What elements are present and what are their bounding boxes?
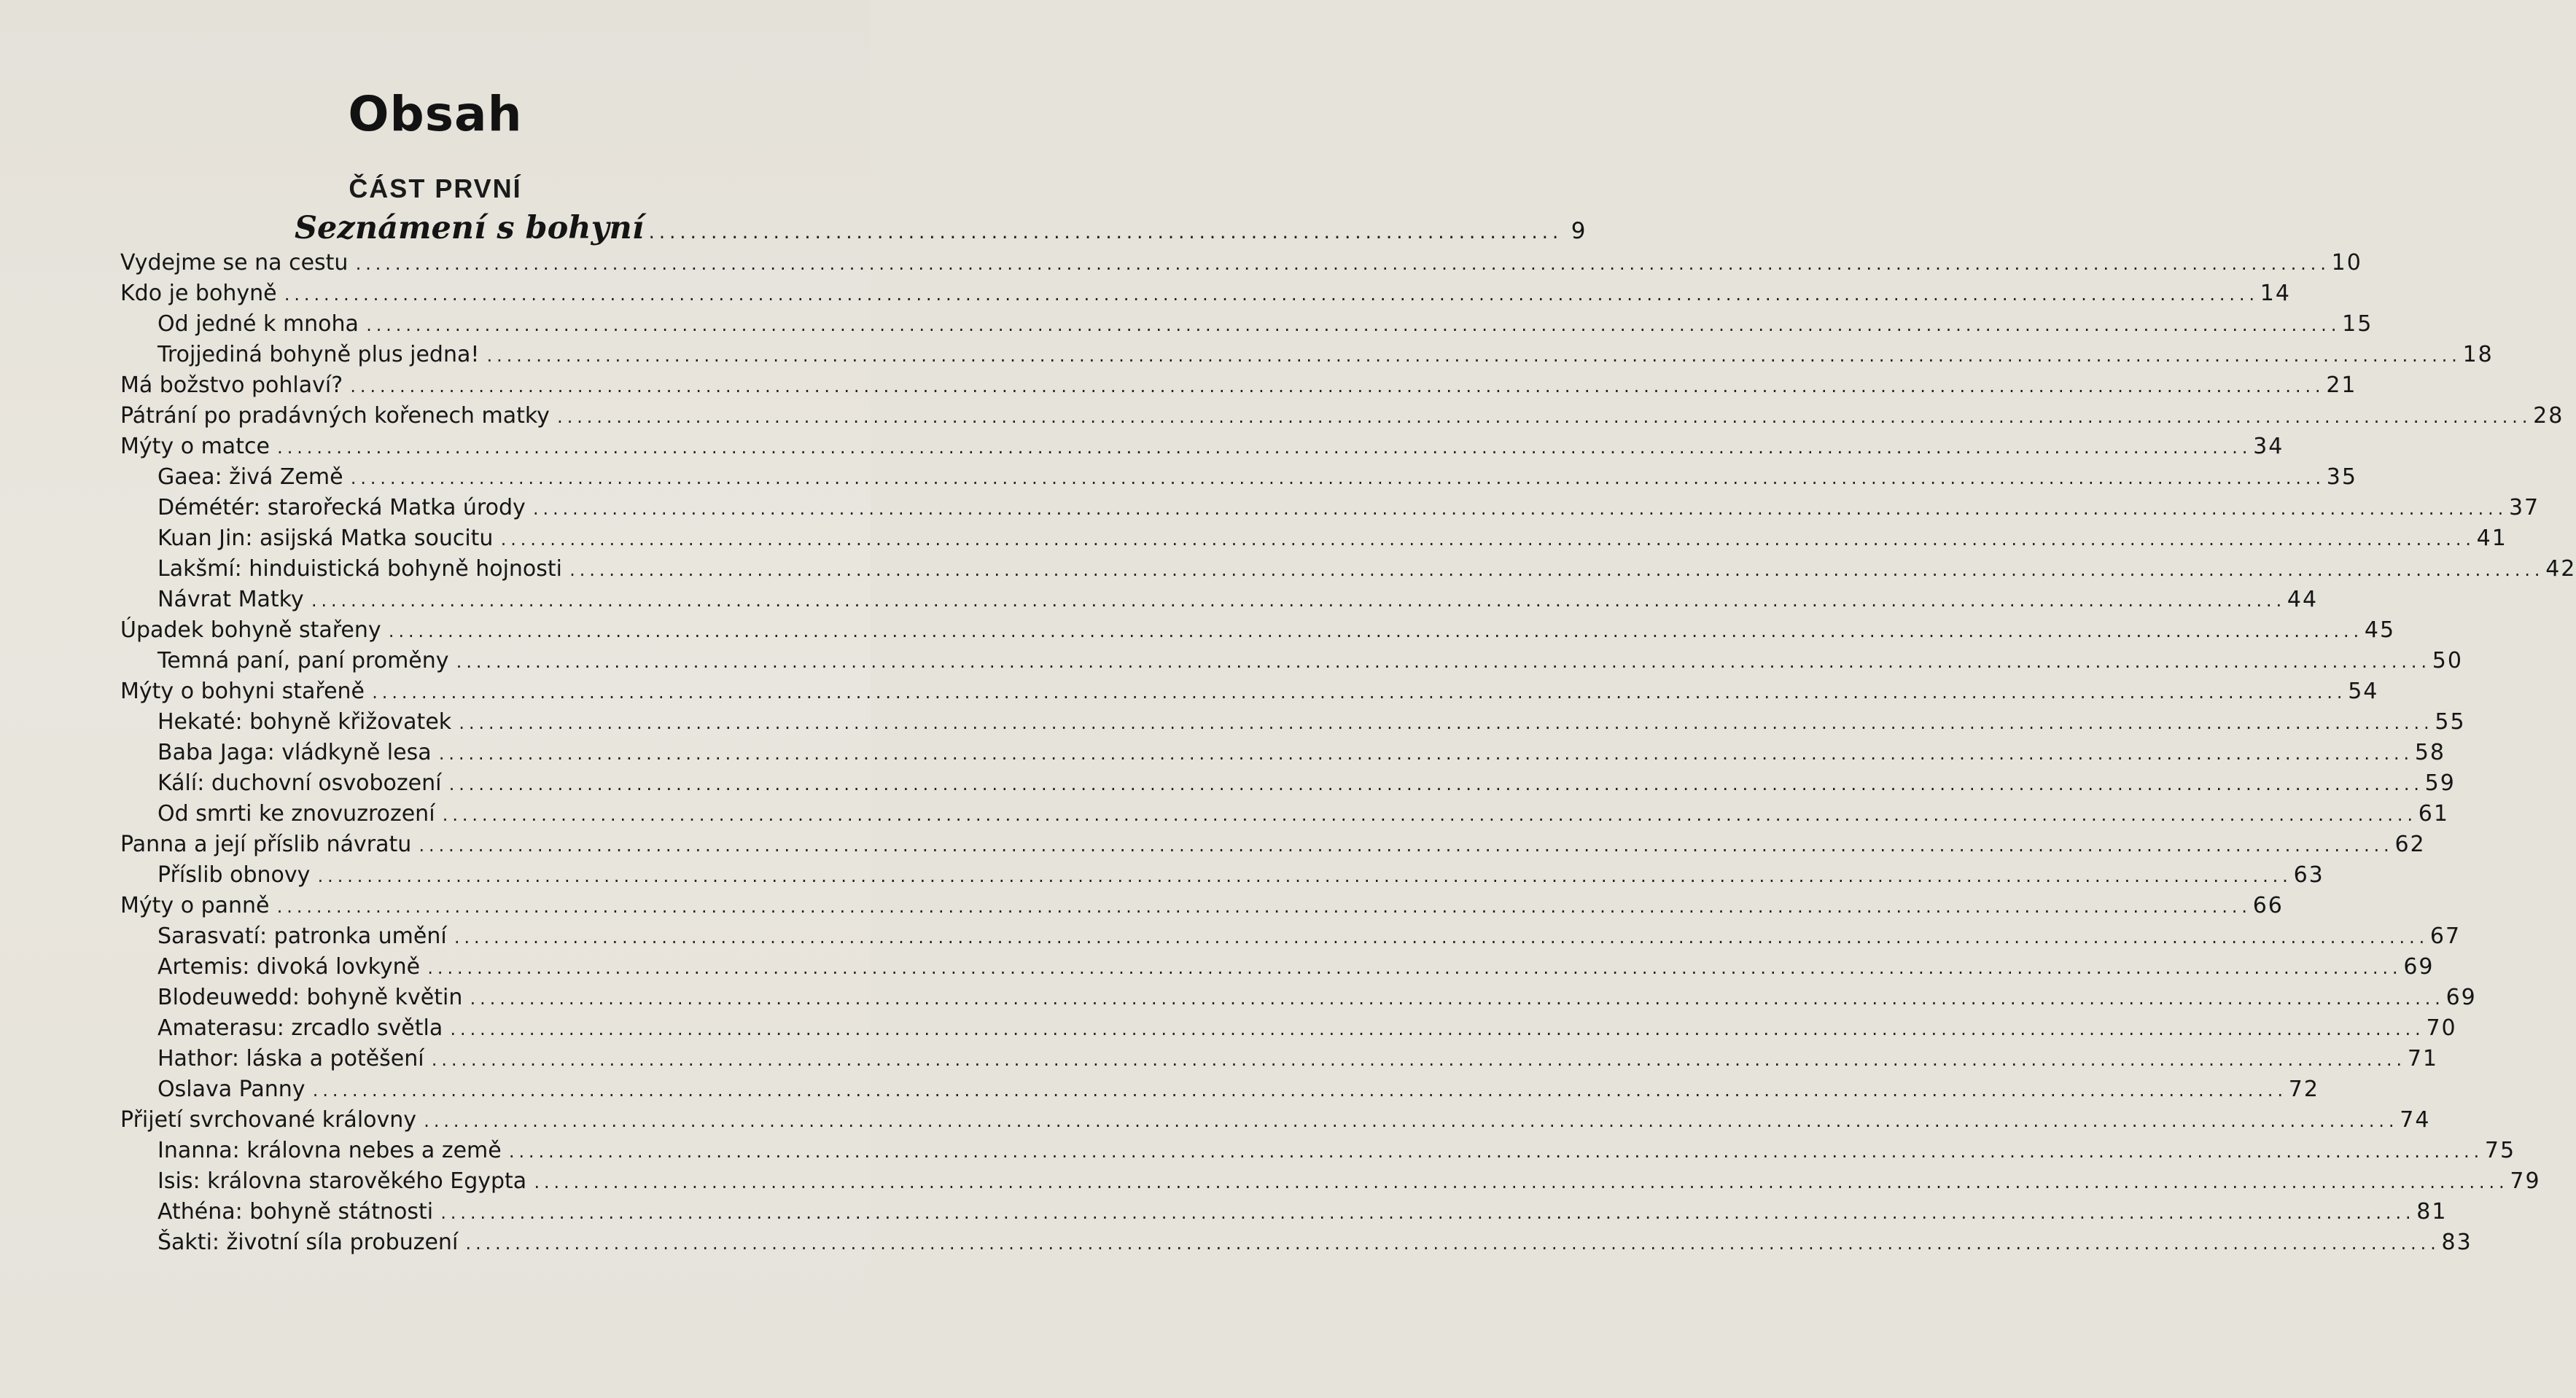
toc-entry-page-number: 72 xyxy=(2288,1077,2319,1102)
toc-entry xyxy=(120,1168,2541,1199)
toc-entry-title: Hathor: láska a potěšení xyxy=(157,1046,424,1071)
dot-leader: ........................................................................................................................................................................................................ xyxy=(311,1082,2286,1100)
toc-entry xyxy=(120,832,2426,862)
toc-entry xyxy=(120,403,2564,434)
toc-entry xyxy=(120,1077,2319,1107)
dot-leader: ........................................................................................................................................................................................................ xyxy=(555,409,2531,426)
toc-entry xyxy=(120,464,2357,495)
toc-entry-page-number: 74 xyxy=(2400,1107,2431,1133)
dot-leader: ........................................................................................................................................................................................................ xyxy=(464,1235,2439,1253)
toc-entry-page-number: 54 xyxy=(2348,679,2379,704)
toc-entry-page-number: 62 xyxy=(2394,832,2426,857)
toc-entry-title: Baba Jaga: vládkyně lesa xyxy=(157,740,432,765)
toc-entry-title: Přijetí svrchované královny xyxy=(120,1107,417,1133)
section-title: Seznámení s bohyní xyxy=(295,210,645,246)
dot-leader: ........................................................................................................................................................................................................ xyxy=(426,960,2401,977)
toc-entry-page-number: 34 xyxy=(2253,434,2284,459)
dot-leader: ........................................................................................................................................................................................................ xyxy=(422,1113,2397,1130)
dot-leader: ........................................................................................................................................................................................................ xyxy=(417,837,2392,855)
toc-entry xyxy=(120,648,2463,679)
toc-entry xyxy=(120,1107,2431,1138)
dot-leader: ........................................................................................................................................................................................................ xyxy=(568,562,2543,579)
toc-entry-page-number: 15 xyxy=(2342,311,2373,337)
dot-leader: ........................................................................................................................................................................................................ xyxy=(275,440,2251,457)
toc-entry-title: Mýty o panně xyxy=(120,893,270,918)
dot-leader: ........................................................................................................................................................................................................ xyxy=(386,623,2362,641)
toc-entry-title: Panna a její příslib návratu xyxy=(120,832,412,857)
toc-entry-title: Mýty o bohyni stařeně xyxy=(120,679,365,704)
toc-entry-title: Gaea: živá Země xyxy=(157,464,343,490)
toc-entry-title: Artemis: divoká lovkyně xyxy=(157,954,421,980)
toc-entry-page-number: 44 xyxy=(2287,587,2319,612)
toc-entry xyxy=(120,985,2477,1015)
dot-leader: ........................................................................................................................................................................................................ xyxy=(468,991,2443,1008)
toc-entry xyxy=(120,770,2456,801)
toc-entry xyxy=(120,281,2291,311)
toc-entry-page-number: 61 xyxy=(2418,801,2449,827)
dot-leader: ........................................................................................................................................................................................................ xyxy=(531,501,2506,518)
toc-entry-title: Trojjediná bohyně plus jedna! xyxy=(157,342,480,367)
dot-leader: ........................................................................................................................................................................................................ xyxy=(429,1052,2405,1069)
dot-leader: ........................................................................................................................................................................................................ xyxy=(485,348,2460,365)
toc-entry xyxy=(120,679,2379,709)
toc-entry xyxy=(120,862,2324,893)
toc-entry-page-number: 59 xyxy=(2424,770,2456,796)
toc-entry-title: Kuan Jin: asijská Matka soucitu xyxy=(157,526,494,551)
dot-leader: ........................................................................................................................................................................................................ xyxy=(454,654,2429,671)
toc-entry-title: Démétér: starořecká Matka úrody xyxy=(157,495,526,520)
toc-entry-title: Kdo je bohyně xyxy=(120,281,277,306)
toc-entry xyxy=(120,1199,2448,1230)
toc-entry-page-number: 41 xyxy=(2476,526,2507,551)
toc-entry-page-number: 83 xyxy=(2441,1230,2472,1255)
part-heading: ČÁST PRVNÍ xyxy=(349,173,522,203)
toc-entry-page-number: 58 xyxy=(2414,740,2446,765)
toc-entry-page-number: 10 xyxy=(2331,250,2362,276)
toc-entry-page-number: 28 xyxy=(2533,403,2564,429)
toc-entry-title: Lakšmí: hinduistická bohyně hojnosti xyxy=(157,556,563,582)
toc-entry xyxy=(120,556,2576,587)
toc-entry-title: Pátrání po pradávných kořenech matky xyxy=(120,403,550,429)
toc-entry-title: Athéna: bohyně státnosti xyxy=(157,1199,434,1225)
toc-entry-page-number: 63 xyxy=(2293,862,2324,888)
toc-entry-page-number: 21 xyxy=(2326,372,2357,398)
toc-entry xyxy=(120,495,2540,526)
toc-entry xyxy=(120,1230,2472,1260)
toc-entry-page-number: 70 xyxy=(2426,1015,2457,1041)
toc-entry xyxy=(120,526,2507,556)
toc-entry-page-number: 14 xyxy=(2260,281,2291,306)
toc-entry-title: Vydejme se na cestu xyxy=(120,250,349,276)
section-page-number: 9 xyxy=(1571,218,1586,244)
toc-entry-title: Úpadek bohyně stařeny xyxy=(120,617,381,643)
toc-entry xyxy=(120,250,2362,281)
dot-leader: ........................................................................................................................................................................................................ xyxy=(370,684,2346,702)
dot-leader: ........................................................................................................................................................................................................ xyxy=(282,286,2257,304)
toc-entry-title: Oslava Panny xyxy=(157,1077,306,1102)
toc-entry-title: Inanna: královna nebes a země xyxy=(157,1138,502,1163)
table-of-contents xyxy=(120,250,2576,1260)
toc-entry-title: Návrat Matky xyxy=(157,587,304,612)
dot-leader: ........................................................................................................................................................................................................ xyxy=(447,776,2422,794)
dot-leader: ........................................................................................................................................................................................................ xyxy=(275,899,2250,916)
toc-entry xyxy=(120,1138,2516,1168)
page-title: Obsah xyxy=(348,86,523,142)
toc-entry xyxy=(120,587,2319,617)
toc-entry xyxy=(120,893,2284,923)
dot-leader: ........................................................................................................................................................................................................ xyxy=(507,1144,2482,1161)
dot-leader: ........................................................................................................................................................................................................ xyxy=(448,1021,2424,1039)
toc-entry-page-number: 66 xyxy=(2252,893,2284,918)
toc-entry-title: Mýty o matce xyxy=(120,434,270,459)
toc-entry xyxy=(120,311,2373,342)
toc-entry-title: Příslib obnovy xyxy=(157,862,311,888)
toc-entry-page-number: 42 xyxy=(2545,556,2576,582)
toc-entry-title: Má božstvo pohlaví? xyxy=(120,372,343,398)
toc-entry-title: Kálí: duchovní osvobození xyxy=(157,770,442,796)
dot-leader: ........................................................................................................................................................................................................ xyxy=(532,1174,2507,1192)
toc-entry-title: Šakti: životní síla probuzení xyxy=(157,1230,459,1255)
toc-entry-page-number: 37 xyxy=(2508,495,2540,520)
toc-entry-page-number: 79 xyxy=(2510,1168,2541,1194)
toc-entry-title: Od jedné k mnoha xyxy=(157,311,359,337)
toc-entry-page-number: 69 xyxy=(2445,985,2477,1010)
toc-entry-page-number: 75 xyxy=(2484,1138,2516,1163)
toc-entry-page-number: 18 xyxy=(2462,342,2494,367)
toc-entry xyxy=(120,434,2284,464)
toc-entry xyxy=(120,954,2435,985)
dot-leader: ........................................................................................................................................................................................................ xyxy=(499,531,2474,549)
toc-entry-title: Amaterasu: zrcadlo světla xyxy=(157,1015,443,1041)
toc-entry-page-number: 55 xyxy=(2435,709,2466,735)
toc-entry-page-number: 45 xyxy=(2364,617,2396,643)
section-heading xyxy=(295,210,1586,251)
toc-entry xyxy=(120,617,2396,648)
toc-entry-title: Isis: královna starověkého Egypta xyxy=(157,1168,527,1194)
dot-leader: ........................................................................................................................................................................................................ xyxy=(437,746,2412,763)
dot-leader: ........................................................................................................................................................................................................ xyxy=(349,470,2324,488)
toc-entry-page-number: 67 xyxy=(2429,923,2462,949)
toc-entry-title: Sarasvatí: patronka umění xyxy=(157,923,447,949)
toc-entry-title: Od smrti ke znovuzrození xyxy=(157,801,435,827)
toc-entry-page-number: 69 xyxy=(2403,954,2435,980)
toc-entry xyxy=(120,1046,2439,1077)
toc-entry-title: Blodeuwedd: bohyně květin xyxy=(157,985,463,1010)
toc-entry-page-number: 50 xyxy=(2432,648,2463,673)
dot-leader: ........................................................................................................................................................................................................ xyxy=(452,929,2427,947)
dot-leader: ........................................................................................................................................................................................................ xyxy=(457,715,2432,733)
toc-entry-page-number: 81 xyxy=(2416,1199,2448,1225)
dot-leader: ........................................................................................ xyxy=(647,224,1561,243)
toc-entry-title: Temná paní, paní proměny xyxy=(157,648,449,673)
toc-entry-page-number: 35 xyxy=(2326,464,2357,490)
toc-entry xyxy=(120,372,2357,403)
toc-entry-page-number: 71 xyxy=(2407,1046,2439,1071)
toc-entry xyxy=(120,740,2446,770)
dot-leader: ........................................................................................................................................................................................................ xyxy=(349,378,2324,396)
dot-leader: ........................................................................................................................................................................................................ xyxy=(309,593,2284,610)
dot-leader: ........................................................................................................................................................................................................ xyxy=(440,807,2416,824)
dot-leader: ........................................................................................................................................................................................................ xyxy=(354,256,2329,273)
dot-leader: ........................................................................................................................................................................................................ xyxy=(316,868,2291,886)
toc-entry xyxy=(120,709,2466,740)
toc-entry xyxy=(120,342,2494,372)
toc-entry xyxy=(120,923,2462,954)
toc-entry-title: Hekaté: bohyně křižovatek xyxy=(157,709,452,735)
toc-entry xyxy=(120,1015,2457,1046)
dot-leader: ........................................................................................................................................................................................................ xyxy=(439,1205,2414,1222)
dot-leader: ........................................................................................................................................................................................................ xyxy=(364,317,2340,335)
toc-entry xyxy=(120,801,2449,832)
